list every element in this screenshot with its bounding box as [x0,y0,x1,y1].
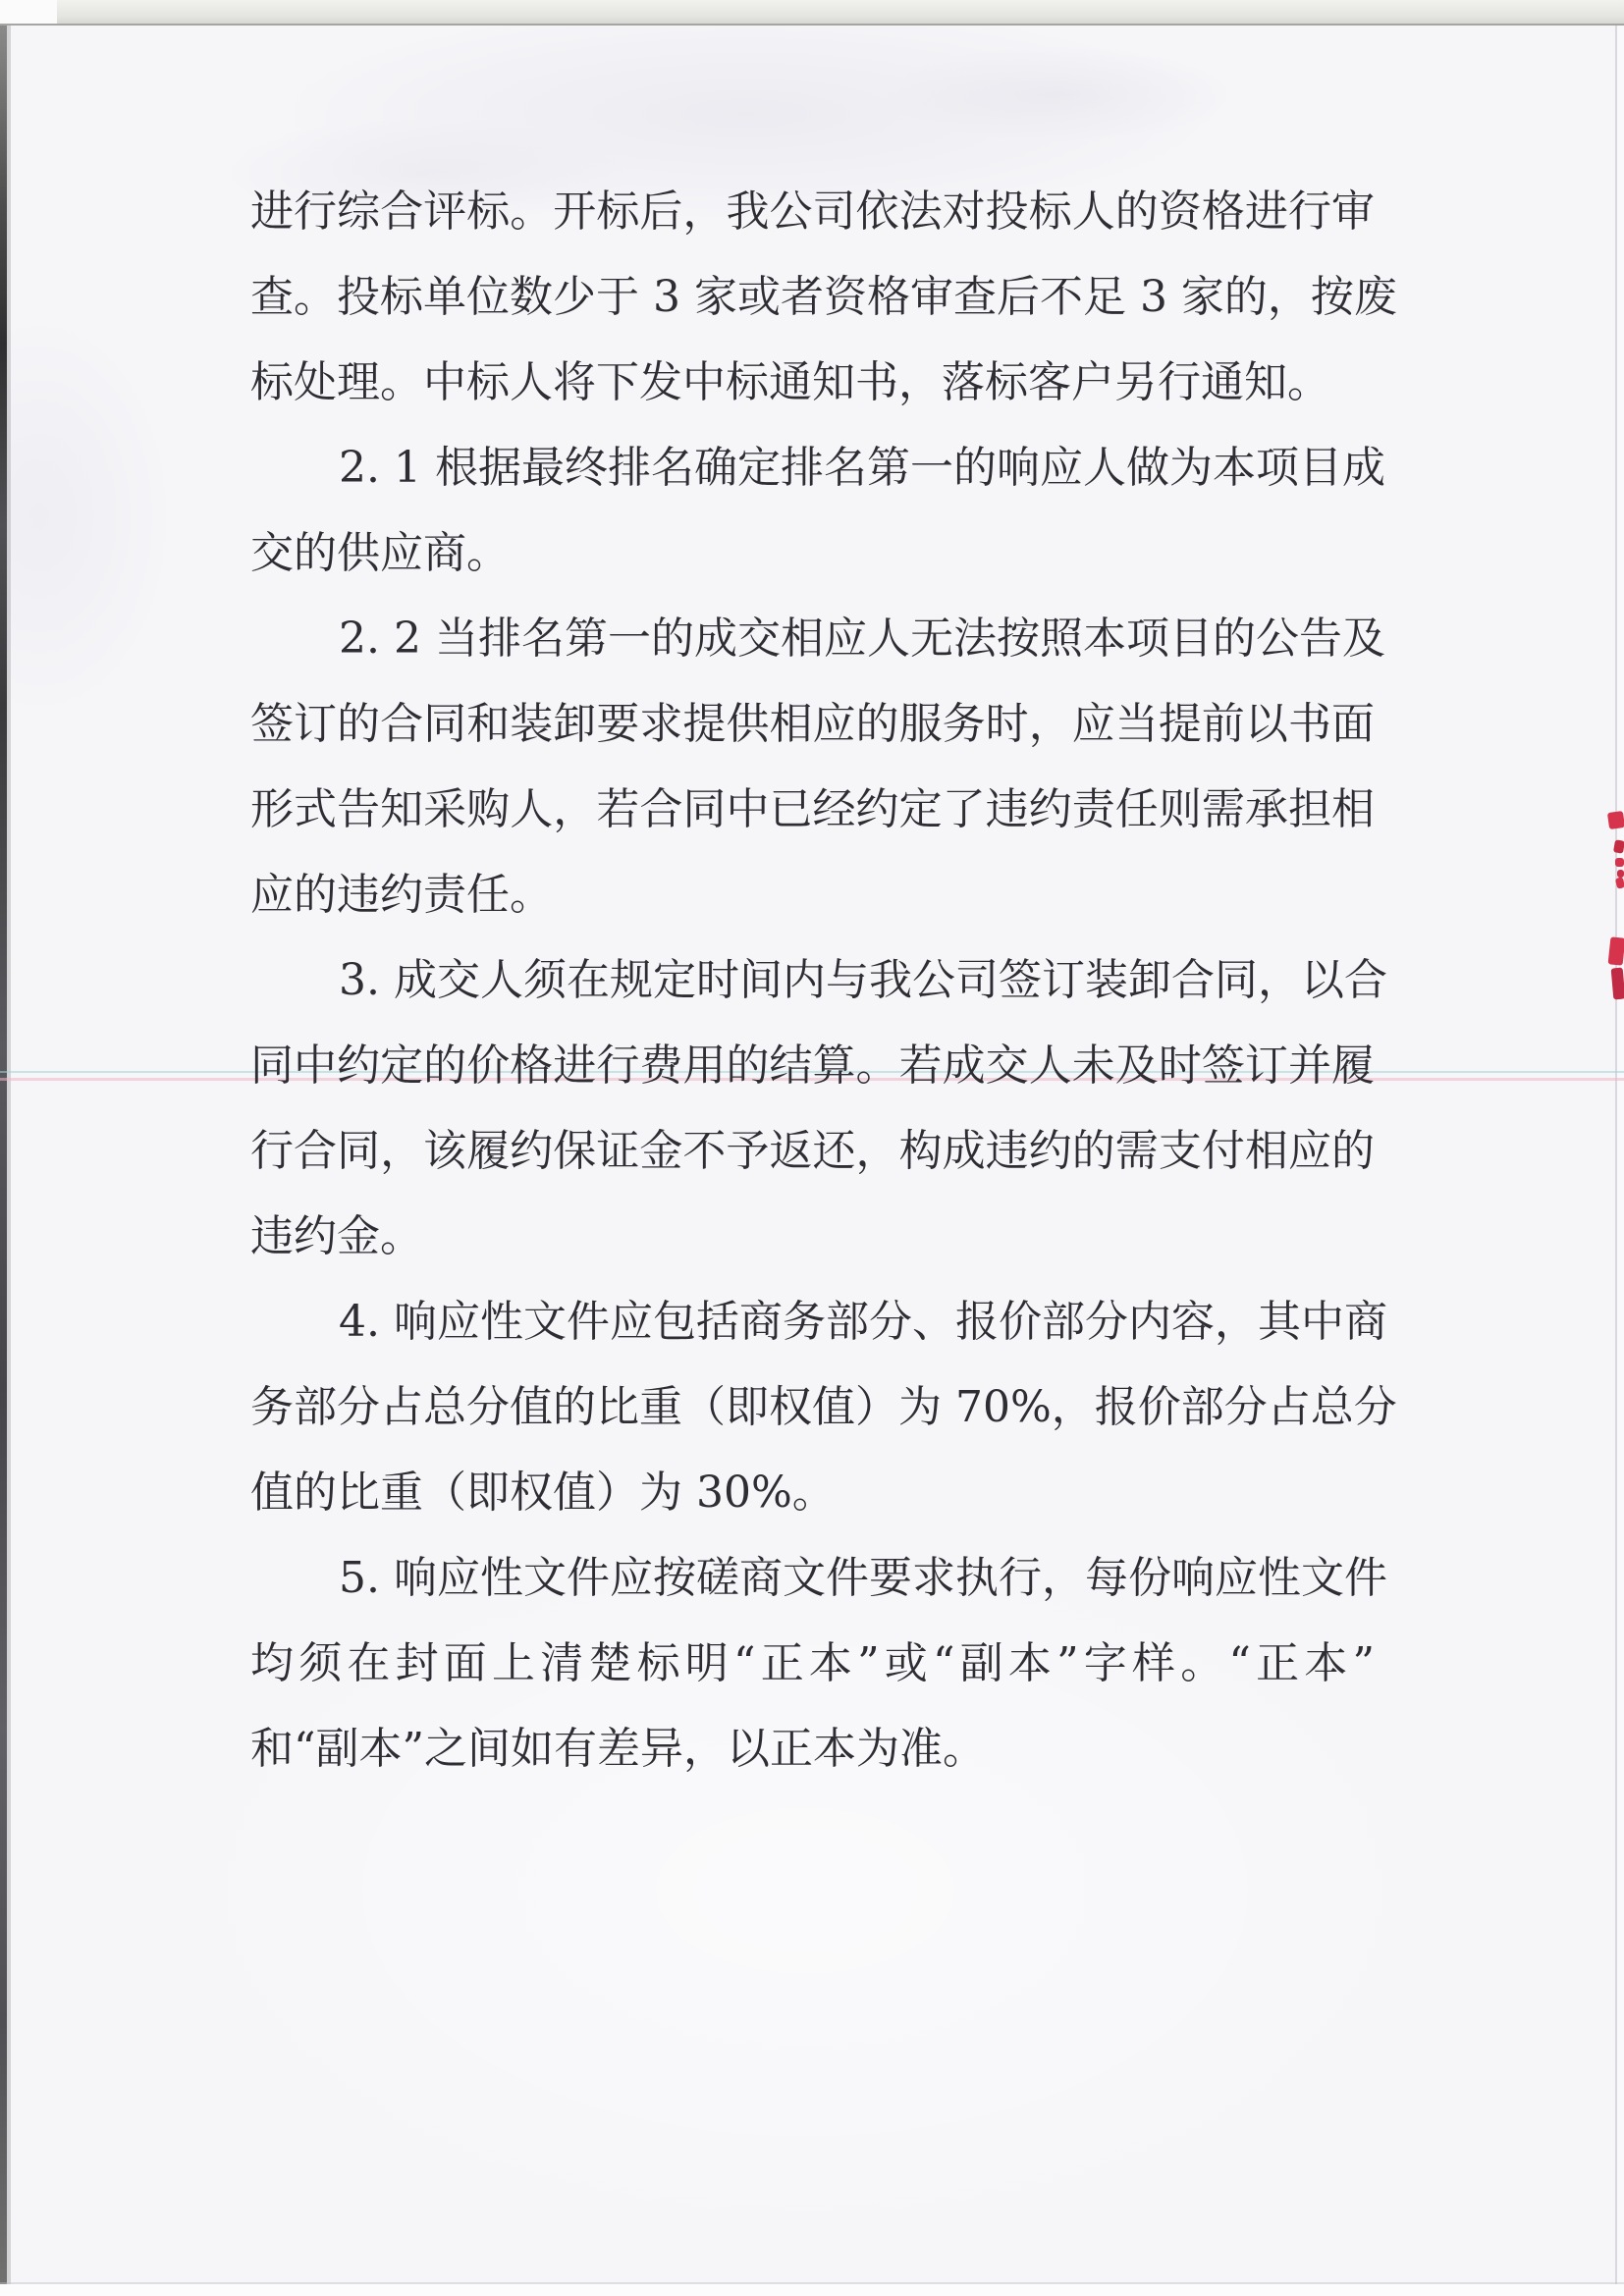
text-line: 同中约定的价格进行费用的结算。若成交人未及时签订并履 [250,1041,1375,1091]
text-line: 3. 成交人须在规定时间内与我公司签订装卸合同，以合 [339,955,1387,1005]
text-line: 行合同，该履约保证金不予返还，构成违约的需支付相应的 [250,1126,1375,1176]
text-line: 2. 2 当排名第一的成交相应人无法按照本项目的公告及 [339,614,1385,664]
text-line: 2. 1 根据最终排名确定排名第一的响应人做为本项目成 [339,443,1385,493]
text-line: 4. 响应性文件应包括商务部分、报价部分内容，其中商 [339,1297,1387,1347]
left-paper-edge-shadow [0,26,7,2296]
red-stamp-fragment [1615,858,1624,867]
text-line: 签订的合同和装卸要求提供相应的服务时，应当提前以书面 [250,699,1375,749]
text-line: 5. 响应性文件应按磋商文件要求执行，每份响应性文件 [339,1553,1387,1603]
red-stamp-fragment [1611,968,1624,1000]
left-paper-edge-highlight [7,26,11,2296]
scanner-top-corner [0,0,57,24]
text-line: 形式告知采购人，若合同中已经约定了违约责任则需承担相 [250,784,1375,834]
text-line: 查。投标单位数少于 3 家或者资格审查后不足 3 家的，按废 [250,272,1397,322]
scanner-top-band [0,0,1624,26]
red-stamp-fragment [1608,936,1624,965]
text-line: 进行综合评标。开标后，我公司依法对投标人的资格进行审 [250,187,1375,237]
text-line: 值的比重（即权值）为 30%。 [250,1468,836,1518]
text-line: 应的违约责任。 [250,870,553,920]
text-line: 均须在封面上清楚标明“正本”或“副本”字样。“正本” [250,1638,1375,1688]
red-stamp-fragment [1607,811,1624,829]
text-line: 标处理。中标人将下发中标通知书，落标客户另行通知。 [250,357,1330,407]
text-line: 违约金。 [250,1211,423,1261]
text-line: 务部分占总分值的比重（即权值）为 70%，报价部分占总分 [250,1382,1397,1432]
document-text [250,169,1397,1791]
red-stamp-fragment [1615,877,1624,888]
bottom-paper-edge-strip [0,2284,1624,2296]
text-line: 和“副本”之间如有差异，以正本为准。 [250,1724,986,1774]
right-paper-edge-strip [1617,26,1624,2296]
red-stamp-fragment [1613,839,1624,854]
text-line: 交的供应商。 [250,528,510,578]
